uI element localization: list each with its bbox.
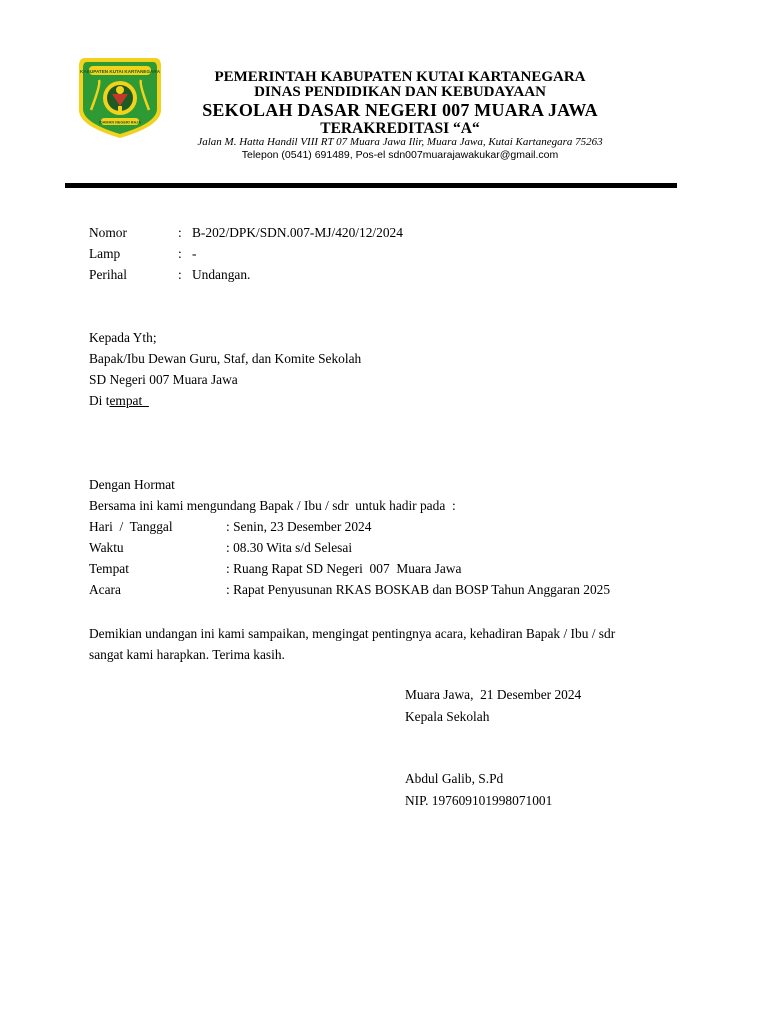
- recipient-place-prefix: Di t: [89, 393, 110, 408]
- regency-logo: [77, 54, 163, 140]
- recipient-audience: Bapak/Ibu Dewan Guru, Staf, dan Komite Sekolah: [89, 351, 362, 366]
- salutation: Dengan Hormat: [89, 477, 175, 492]
- kop-government: PEMERINTAH KABUPATEN KUTAI KARTANEGARA: [214, 69, 586, 85]
- logo-bottom-text: IDAMAN NEGERI RAJA: [98, 120, 142, 125]
- detail-day-label: Hari / Tanggal: [89, 519, 173, 534]
- kop-school-name: SEKOLAH DASAR NEGERI 007 MUARA JAWA: [202, 100, 598, 120]
- signatory-name: Abdul Galib, S.Pd: [405, 771, 504, 786]
- lamp-colon: :: [178, 246, 182, 261]
- perihal-colon: :: [178, 267, 182, 282]
- nomor-value: B-202/DPK/SDN.007-MJ/420/12/2024: [192, 225, 403, 240]
- lamp-value: -: [192, 246, 197, 261]
- closing-line-2: sangat kami harapkan. Terima kasih.: [89, 647, 285, 662]
- lamp-label: Lamp: [89, 246, 121, 261]
- signature-place-date: Muara Jawa, 21 Desember 2024: [405, 687, 582, 702]
- recipient-greeting: Kepada Yth;: [89, 330, 157, 345]
- detail-time-value: : 08.30 Wita s/d Selesai: [226, 540, 353, 555]
- recipient-place-underlined: empat: [109, 393, 149, 408]
- kop-address: Jalan M. Hatta Handil VIII RT 07 Muara Jawa Ilir, Muara Jawa, Kutai Kartanegara 75263: [197, 136, 603, 148]
- perihal-label: Perihal: [89, 267, 127, 282]
- recipient-school: SD Negeri 007 Muara Jawa: [89, 372, 238, 387]
- logo-top-text: KABUPATEN KUTAI KARTANEGARA: [79, 69, 161, 74]
- letterhead-divider: [65, 183, 677, 188]
- detail-day-value: : Senin, 23 Desember 2024: [226, 519, 372, 534]
- detail-agenda-value: : Rapat Penyusunan RKAS BOSKAB dan BOSP Tahun Anggaran 2025: [226, 582, 611, 597]
- kop-contact: Telepon (0541) 691489, Pos-el sdn007muarajawakukar@gmail.com: [241, 149, 559, 161]
- perihal-value: Undangan.: [192, 267, 251, 282]
- kop-department: DINAS PENDIDIKAN DAN KEBUDAYAAN: [254, 84, 546, 100]
- detail-place-value: : Ruang Rapat SD Negeri 007 Muara Jawa: [226, 561, 462, 576]
- recipient-place: [89, 394, 149, 407]
- nomor-colon: :: [178, 225, 182, 240]
- detail-time-label: Waktu: [89, 540, 124, 555]
- closing-line-1: Demikian undangan ini kami sampaikan, mengingat pentingnya acara, kehadiran Bapak / Ibu / sdr: [89, 626, 616, 641]
- signatory-nip: NIP. 197609101998071001: [405, 793, 553, 808]
- invitation-intro: Bersama ini kami mengundang Bapak / Ibu / sdr untuk hadir pada :: [89, 498, 456, 513]
- nomor-label: Nomor: [89, 225, 127, 240]
- detail-place-label: Tempat: [89, 561, 129, 576]
- kop-accreditation: TERAKREDITASI “A“: [320, 120, 480, 137]
- signature-title: Kepala Sekolah: [405, 709, 490, 724]
- detail-agenda-label: Acara: [89, 582, 121, 597]
